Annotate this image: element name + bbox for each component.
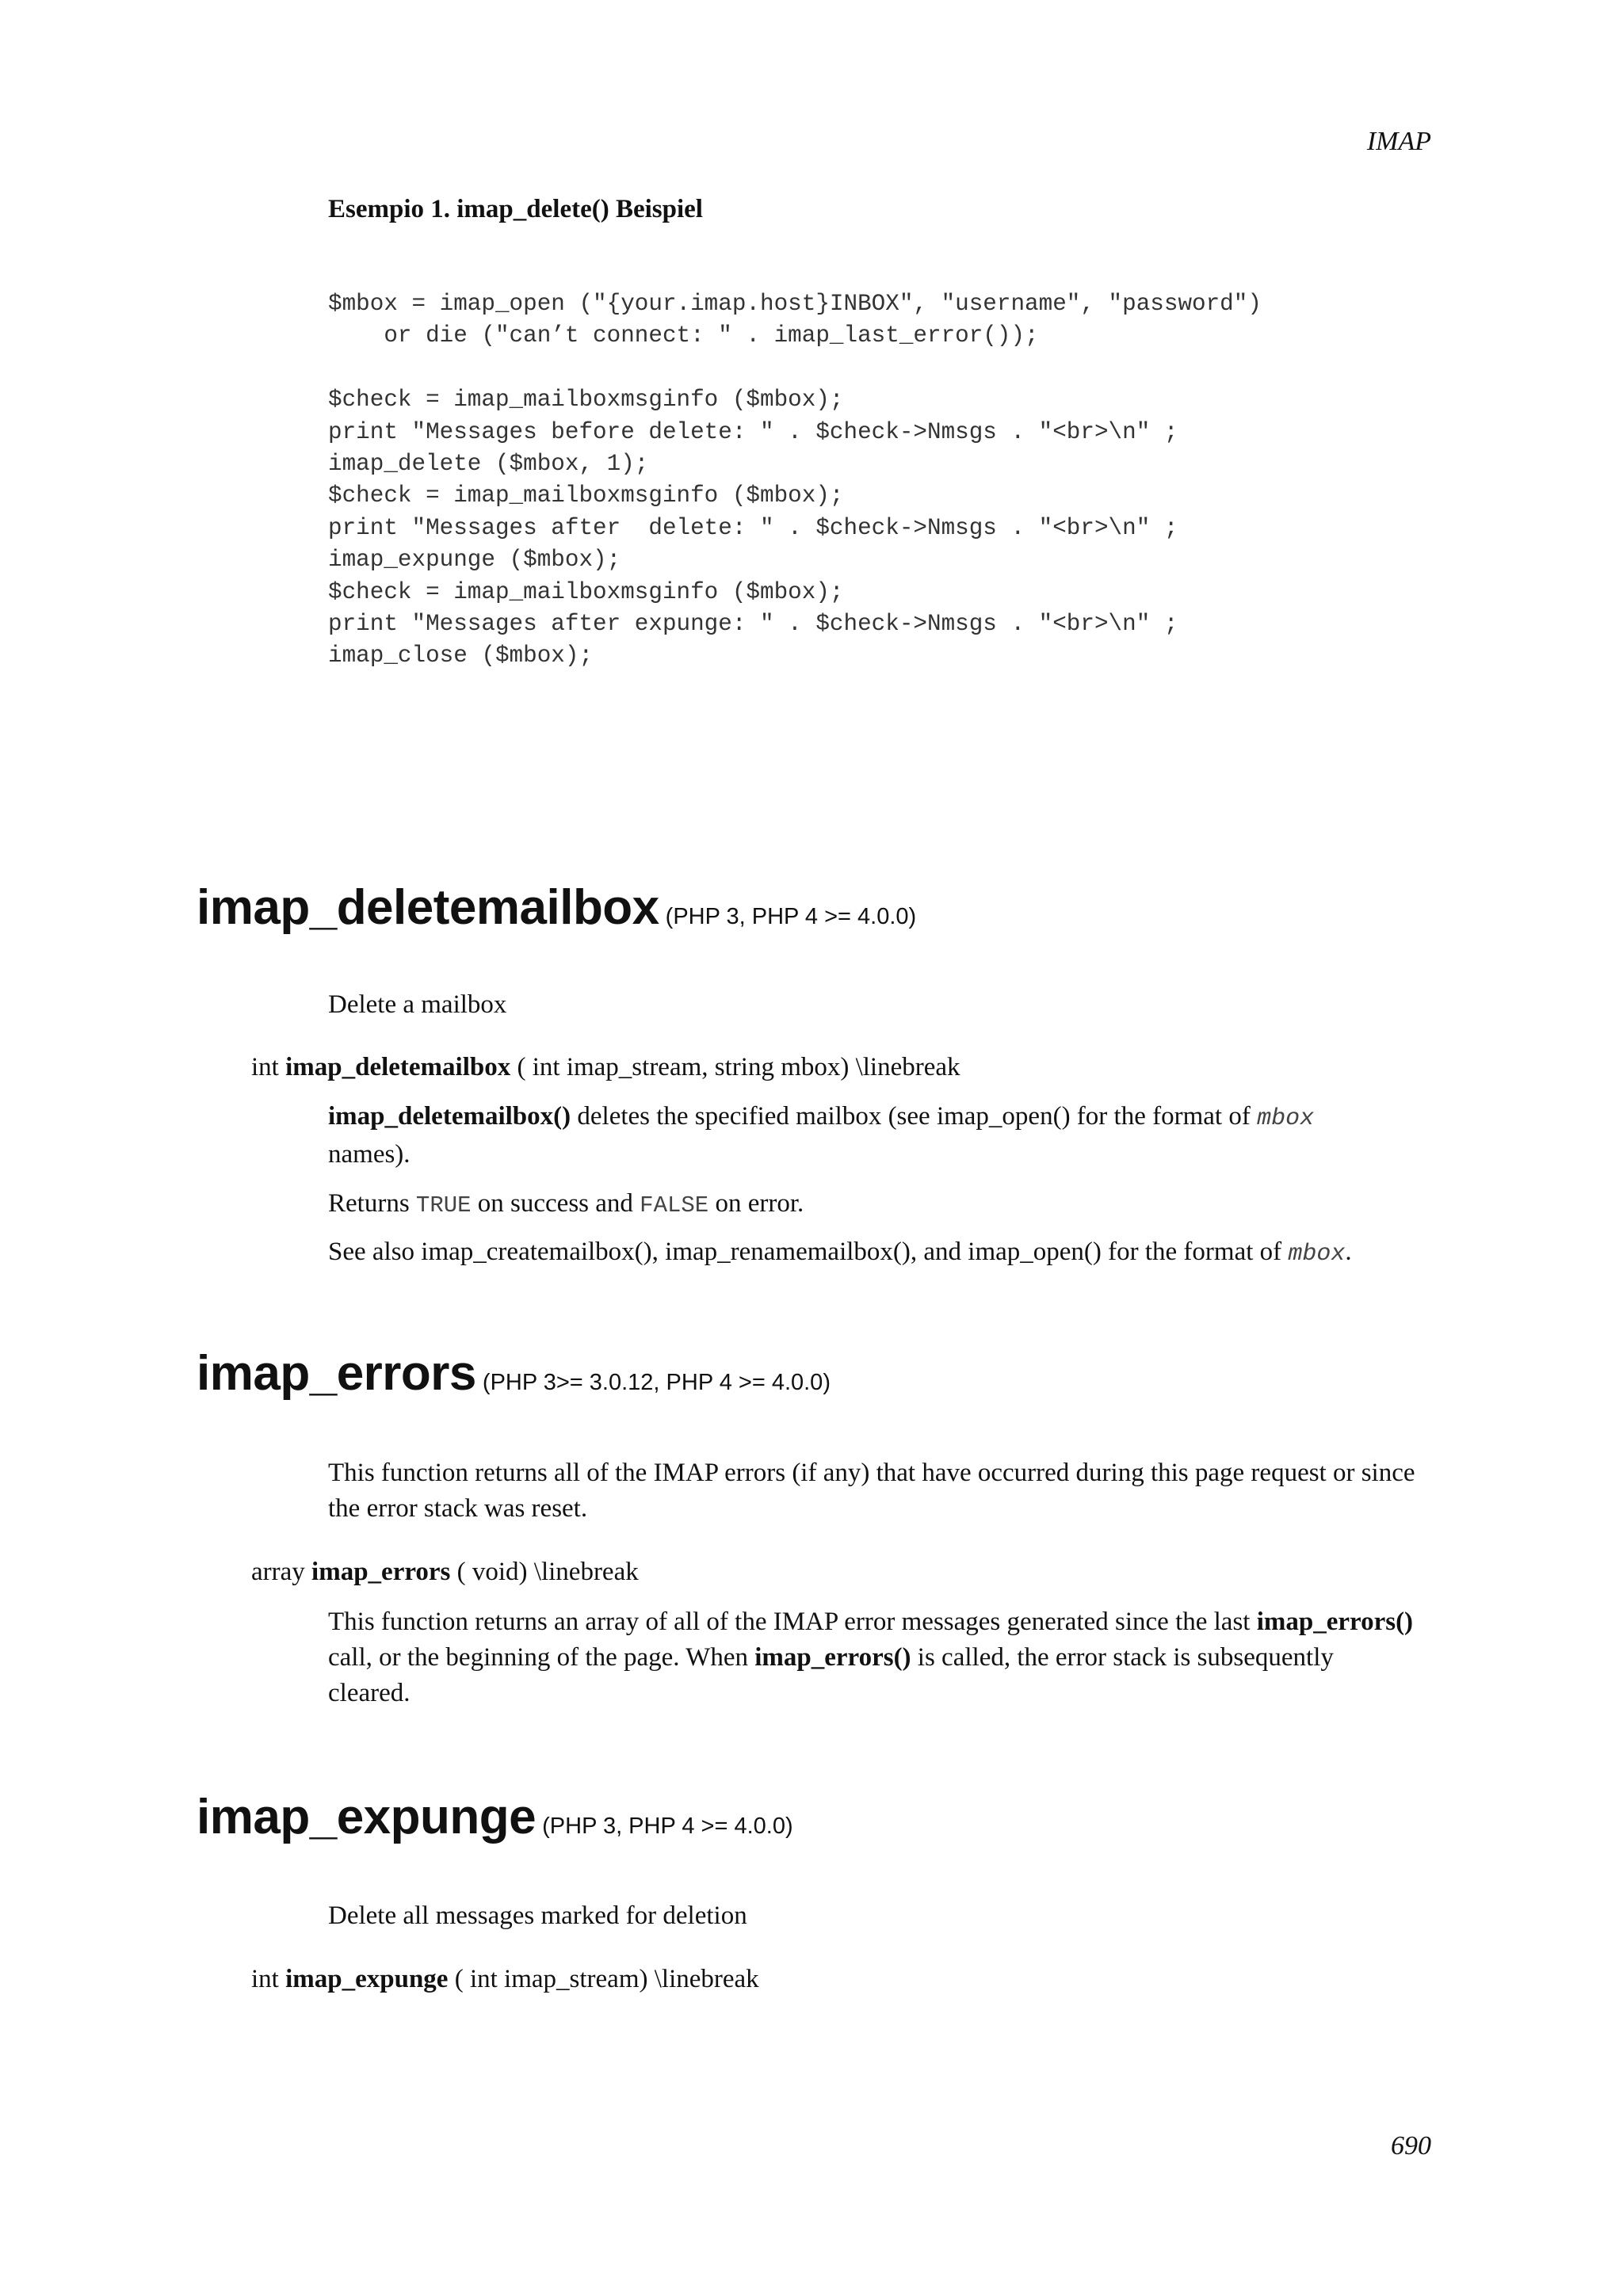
function-description: This function returns an array of all of the IMAP error messages generated since the last imap_errors() call, or the beginning of the page. When imap_errors() is called, the error stack is subsequently cleared. — [328, 1608, 1414, 1707]
section-heading-deletemailbox — [197, 879, 916, 936]
running-head: IMAP — [1366, 127, 1431, 156]
page-number: 690 — [1391, 2131, 1431, 2161]
code-example: $mbox = imap_open ("{your.imap.host}INBOX", "username", "password") or die ("can’t connect: " . imap_last_error()); $check = imap_mailboxmsginfo ($mbox); print "Messages before delete: " . $check->Nmsgs . "<br>\n" ; imap_delete ($mbox, 1); $check = imap_mailboxmsginfo ($mbox); print "Messages after delete: " . $check->Nmsgs . "<br>\n" ; imap_expunge ($mbox); $check = imap_mailboxmsginfo ($mbox); print "Messages after expunge: " . $check->Nmsgs . "<br>\n" ; imap_close ($mbox); — [328, 291, 1262, 669]
function-signature: int imap_expunge ( int imap_stream) \linebreak — [251, 1965, 759, 1993]
section-heading-errors — [197, 1345, 831, 1402]
function-signature: array imap_errors ( void) \linebreak — [251, 1558, 639, 1586]
return-value: Returns TRUE on success and FALSE on error. — [328, 1189, 804, 1219]
function-signature: int imap_deletemailbox ( int imap_stream, string mbox) \linebreak — [251, 1053, 960, 1081]
function-purpose: This function returns all of the IMAP errors (if any) that have occurred during this page request or since the error stack was reset. — [328, 1459, 1415, 1523]
function-name: imap_errors — [197, 1346, 476, 1401]
function-purpose: Delete all messages marked for deletion — [328, 1901, 747, 1930]
version-info: (PHP 3>= 3.0.12, PHP 4 >= 4.0.0) — [482, 1370, 831, 1395]
see-also: See also imap_createmailbox(), imap_renamemailbox(), and imap_open() for the format of mbox. — [328, 1238, 1352, 1268]
function-name: imap_deletemailbox — [197, 880, 659, 935]
version-info: (PHP 3, PHP 4 >= 4.0.0) — [542, 1814, 793, 1839]
function-purpose: Delete a mailbox — [328, 990, 507, 1019]
function-name: imap_expunge — [197, 1790, 537, 1844]
section-heading-expunge — [197, 1789, 793, 1845]
example-title: Esempio 1. imap_delete() Beispiel — [328, 195, 703, 223]
version-info: (PHP 3, PHP 4 >= 4.0.0) — [665, 904, 917, 929]
function-description: imap_deletemailbox() deletes the specified mailbox (see imap_open() for the format of mbox names). — [328, 1102, 1315, 1169]
